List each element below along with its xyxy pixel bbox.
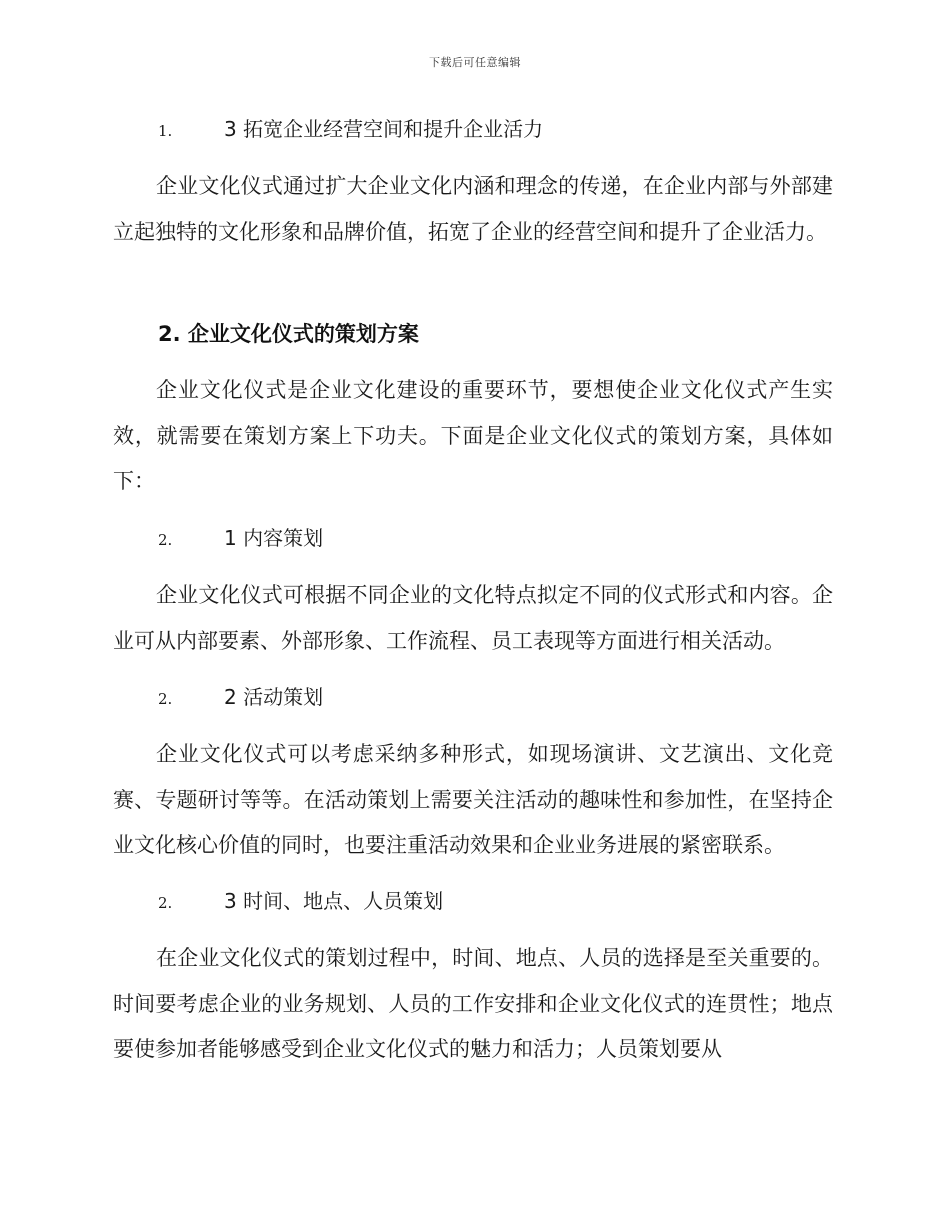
section-title: 3 时间、地点、人员策划 bbox=[224, 889, 444, 913]
section-2-2-heading bbox=[158, 682, 323, 712]
section-1-3-heading bbox=[158, 114, 543, 144]
section-title: 3 拓宽企业经营空间和提升企业活力 bbox=[224, 117, 544, 141]
section-2-paragraph: 企业文化仪式是企业文化建设的重要环节，要想使企业文化仪式产生实效，就需要在策划方案上下功夫。下面是企业文化仪式的策划方案，具体如下： bbox=[113, 378, 833, 493]
section-number: 2. bbox=[158, 894, 173, 912]
section-2-3-heading bbox=[158, 886, 443, 916]
section-number: 2. bbox=[158, 690, 173, 708]
page-header: 下载后可任意编辑 bbox=[429, 56, 521, 69]
section-title: 2 活动策划 bbox=[224, 685, 324, 709]
section-title: 1 内容策划 bbox=[224, 526, 324, 550]
section-number: 1. bbox=[158, 122, 173, 140]
section-2-heading: 2. 企业文化仪式的策划方案 bbox=[158, 322, 419, 346]
section-number: 2. bbox=[158, 531, 173, 549]
section-1-3-paragraph: 企业文化仪式通过扩大企业文化内涵和理念的传递，在企业内部与外部建立起独特的文化形象和品牌价值，拓宽了企业的经营空间和提升了企业活力。 bbox=[113, 174, 833, 244]
section-2-3-paragraph: 在企业文化仪式的策划过程中，时间、地点、人员的选择是至关重要的。时间要考虑企业的业务规划、人员的工作安排和企业文化仪式的连贯性；地点要使参加者能够感受到企业文化仪式的魅力和活力；人员策划要从 bbox=[113, 946, 833, 1061]
section-2-1-heading bbox=[158, 523, 323, 553]
section-2-1-paragraph: 企业文化仪式可根据不同企业的文化特点拟定不同的仪式形式和内容。企业可从内部要素、外部形象、工作流程、员工表现等方面进行相关活动。 bbox=[113, 583, 833, 653]
section-2-2-paragraph: 企业文化仪式可以考虑采纳多种形式，如现场演讲、文艺演出、文化竞赛、专题研讨等等。在活动策划上需要关注活动的趣味性和参加性，在坚持企业文化核心价值的同时，也要注重活动效果和企业业务进展的紧密联系。 bbox=[113, 742, 833, 857]
